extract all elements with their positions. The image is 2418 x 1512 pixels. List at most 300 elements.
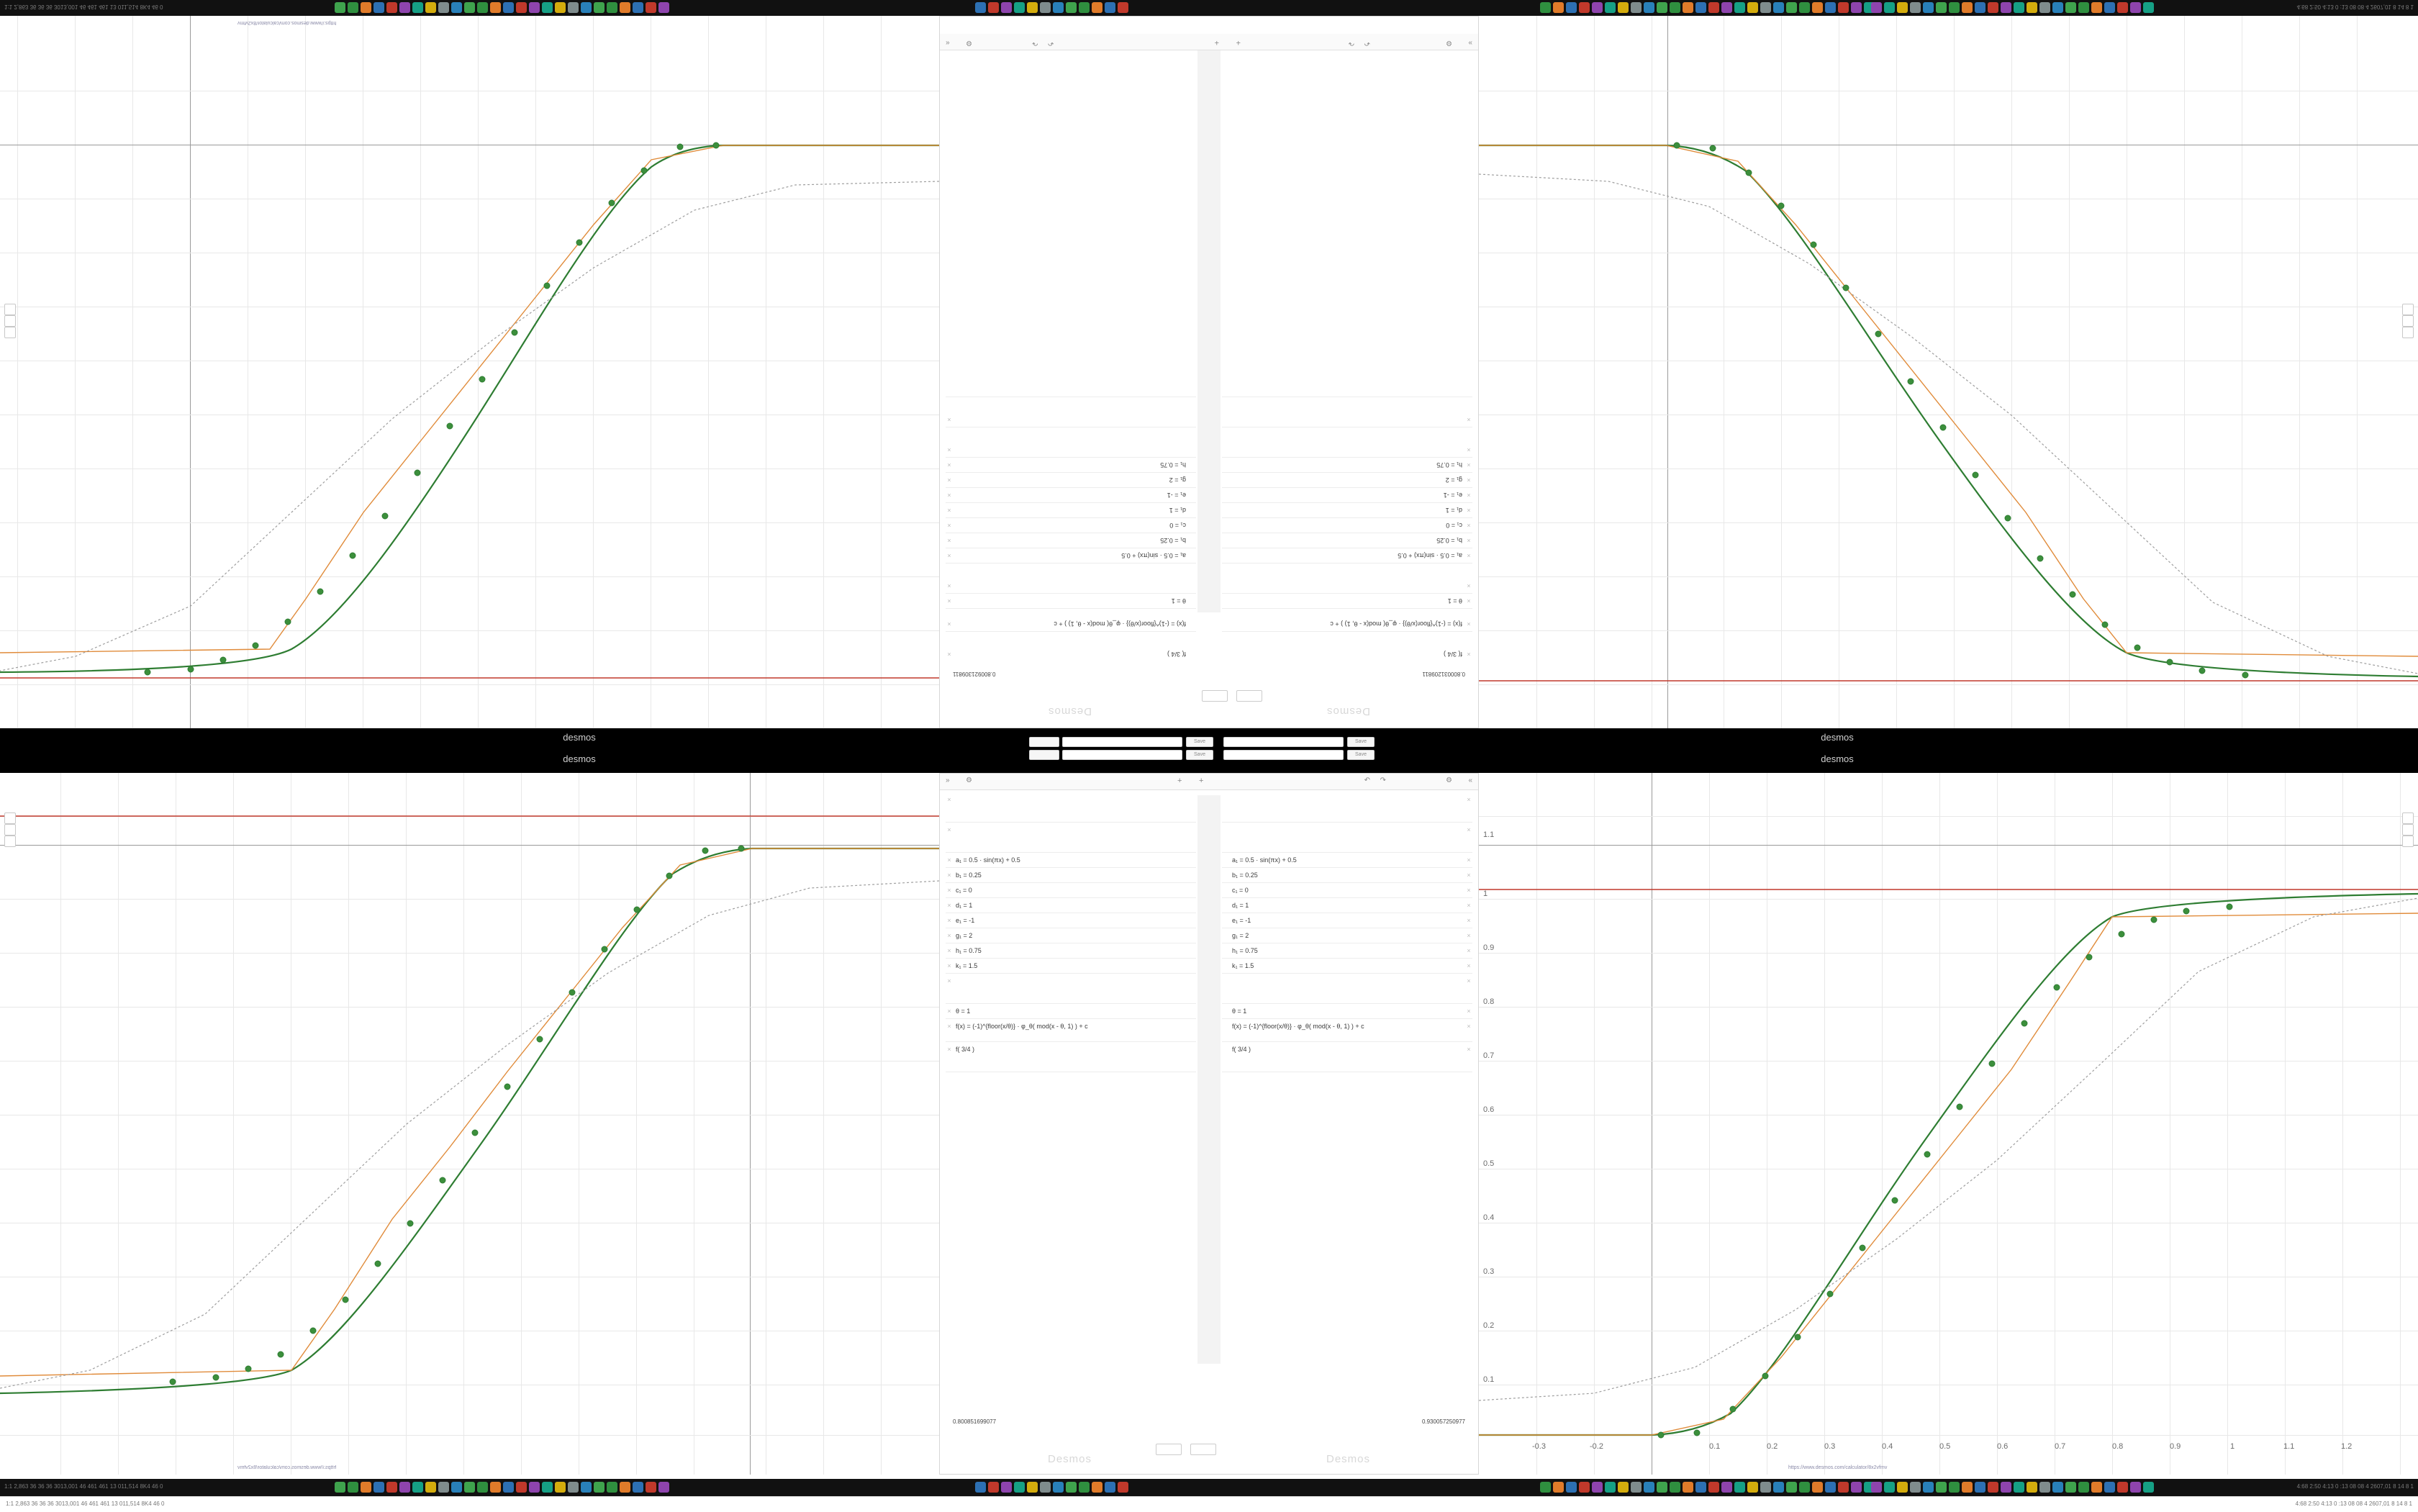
- list-item[interactable]: [946, 563, 1196, 593]
- home-button[interactable]: [2402, 327, 2414, 338]
- list-item[interactable]: × θ = 1: [1222, 593, 1472, 608]
- list-item[interactable]: × g₁ = 2: [1222, 928, 1472, 943]
- delete-icon[interactable]: ×: [1467, 962, 1471, 969]
- app-icon[interactable]: [1118, 1482, 1128, 1493]
- app-icon[interactable]: [555, 1482, 566, 1493]
- app-icon[interactable]: [1118, 2, 1128, 13]
- delete-icon[interactable]: ×: [1467, 651, 1471, 658]
- app-icon[interactable]: [1066, 2, 1077, 13]
- gear-icon-2[interactable]: ⚙: [1446, 777, 1452, 784]
- app-icon[interactable]: [1884, 2, 1895, 13]
- delete-icon[interactable]: ×: [947, 917, 951, 924]
- app-icon[interactable]: [1949, 2, 1960, 13]
- app-icon[interactable]: [2143, 2, 2154, 13]
- zoom-out-button[interactable]: [4, 824, 16, 836]
- list-item[interactable]: × b₁ = 0.25: [946, 533, 1196, 548]
- app-icon[interactable]: [1799, 2, 1810, 13]
- graph-name-field-right[interactable]: [1223, 737, 1344, 747]
- add-expression-button[interactable]: +: [1177, 777, 1182, 785]
- app-icon[interactable]: [1936, 2, 1947, 13]
- app-icon[interactable]: [1962, 1482, 1973, 1493]
- delete-icon[interactable]: ×: [947, 932, 951, 939]
- app-icon[interactable]: [1695, 1482, 1706, 1493]
- list-item[interactable]: × e₁ = -1: [1222, 487, 1472, 502]
- delete-icon[interactable]: ×: [947, 796, 951, 803]
- delete-icon[interactable]: ×: [947, 1008, 951, 1015]
- list-item[interactable]: × f(x) = (-1)^{floor(x/θ)} · φ_θ( mod(x - θ, 1) ) + c: [1222, 608, 1472, 631]
- app-icon[interactable]: [412, 2, 423, 13]
- app-icon[interactable]: [1605, 1482, 1616, 1493]
- graph-canvas-top-right[interactable]: [1479, 16, 2418, 728]
- delete-icon[interactable]: ×: [1467, 856, 1471, 864]
- keyboard-button-right-top[interactable]: [1202, 690, 1228, 702]
- app-icon[interactable]: [464, 1482, 475, 1493]
- zoom-in-button[interactable]: [4, 812, 16, 824]
- app-icon[interactable]: [646, 1482, 656, 1493]
- app-icon[interactable]: [1786, 1482, 1797, 1493]
- app-icon[interactable]: [1618, 1482, 1629, 1493]
- taskbar-app-icons[interactable]: [975, 2, 1128, 13]
- delete-icon[interactable]: ×: [1467, 416, 1471, 423]
- delete-icon[interactable]: ×: [947, 947, 951, 954]
- app-icon[interactable]: [516, 1482, 527, 1493]
- app-icon[interactable]: [2091, 2, 2102, 13]
- app-icon[interactable]: [1760, 1482, 1771, 1493]
- app-icon[interactable]: [607, 2, 617, 13]
- graph-name-field-left-2[interactable]: [1062, 750, 1182, 760]
- panel-toolbar-bottom[interactable]: [940, 774, 1478, 790]
- app-icon[interactable]: [1579, 2, 1590, 13]
- app-icon[interactable]: [1605, 2, 1616, 13]
- app-icon[interactable]: [1975, 2, 1985, 13]
- list-item[interactable]: × e₁ = -1: [946, 913, 1196, 928]
- app-icon[interactable]: [1092, 2, 1102, 13]
- delete-icon[interactable]: ×: [947, 651, 951, 658]
- list-item[interactable]: × c₁ = 0: [946, 883, 1196, 898]
- delete-icon[interactable]: ×: [1467, 597, 1471, 605]
- save-button-left[interactable]: Save: [1186, 737, 1213, 747]
- collapse-icon[interactable]: »: [946, 777, 950, 784]
- delete-icon[interactable]: ×: [947, 476, 951, 484]
- app-icon[interactable]: [2052, 1482, 2063, 1493]
- app-icon[interactable]: [425, 1482, 436, 1493]
- delete-icon[interactable]: ×: [947, 507, 951, 514]
- app-icon[interactable]: [1721, 1482, 1732, 1493]
- pane-top-left[interactable]: [0, 16, 939, 728]
- list-item[interactable]: [946, 792, 1196, 823]
- app-icon[interactable]: [1838, 2, 1849, 13]
- delete-icon[interactable]: ×: [1467, 492, 1471, 499]
- app-icon[interactable]: [503, 1482, 514, 1493]
- app-icon[interactable]: [2039, 1482, 2050, 1493]
- list-item[interactable]: × d₁ = 1: [1222, 898, 1472, 913]
- app-icon[interactable]: [1695, 2, 1706, 13]
- undo-icon[interactable]: ↶: [1364, 39, 1370, 47]
- delete-icon[interactable]: ×: [1467, 1023, 1471, 1030]
- keyboard-button-right-bottom[interactable]: [1190, 1444, 1216, 1455]
- delete-icon[interactable]: ×: [1467, 461, 1471, 468]
- delete-icon[interactable]: ×: [1467, 796, 1471, 803]
- taskbar-app-icons[interactable]: [1540, 1482, 1875, 1493]
- app-icon[interactable]: [2130, 1482, 2141, 1493]
- app-icon[interactable]: [555, 2, 566, 13]
- app-icon[interactable]: [2117, 2, 2128, 13]
- app-icon[interactable]: [1079, 1482, 1090, 1493]
- delete-icon[interactable]: ×: [1467, 446, 1471, 453]
- app-icon[interactable]: [2052, 2, 2063, 13]
- save-dropdown-left[interactable]: [1029, 737, 1059, 747]
- taskbar-app-icons[interactable]: [1540, 2, 1875, 13]
- taskbar-app-icons[interactable]: [335, 1482, 669, 1493]
- app-icon[interactable]: [568, 2, 579, 13]
- panel-scrollbar-top[interactable]: [1197, 44, 1221, 612]
- collapse-icon-2[interactable]: «: [1468, 777, 1472, 784]
- app-icon[interactable]: [1825, 2, 1836, 13]
- taskbar-app-icons[interactable]: [1871, 2, 2154, 13]
- delete-icon[interactable]: ×: [1467, 947, 1471, 954]
- delete-icon[interactable]: ×: [947, 582, 951, 589]
- app-icon[interactable]: [1066, 1482, 1077, 1493]
- list-item[interactable]: × f( 3/4 ): [946, 1042, 1196, 1072]
- app-icon[interactable]: [2117, 1482, 2128, 1493]
- list-item[interactable]: × h₁ = 0.75: [1222, 457, 1472, 472]
- graph-canvas-bottom-left[interactable]: [0, 773, 939, 1475]
- app-icon[interactable]: [2027, 2, 2037, 13]
- list-item[interactable]: × e₁ = -1: [946, 487, 1196, 502]
- home-button[interactable]: [4, 836, 16, 847]
- app-icon[interactable]: [2143, 1482, 2154, 1493]
- app-icon[interactable]: [2078, 1482, 2089, 1493]
- delete-icon[interactable]: ×: [947, 826, 951, 833]
- app-icon[interactable]: [1851, 1482, 1862, 1493]
- app-icon[interactable]: [490, 2, 501, 13]
- gear-icon-2[interactable]: ⚙: [966, 39, 972, 47]
- delete-icon[interactable]: ×: [947, 416, 951, 423]
- add-expression-button-2[interactable]: +: [1214, 38, 1219, 47]
- app-icon[interactable]: [646, 2, 656, 13]
- app-icon[interactable]: [1825, 1482, 1836, 1493]
- app-icon[interactable]: [1975, 1482, 1985, 1493]
- app-icon[interactable]: [438, 2, 449, 13]
- app-icon[interactable]: [2014, 1482, 2024, 1493]
- app-icon[interactable]: [1027, 2, 1038, 13]
- delete-icon[interactable]: ×: [947, 902, 951, 909]
- expression-list-left-top[interactable]: [1222, 397, 1472, 661]
- taskbar-app-icons[interactable]: [975, 1482, 1128, 1493]
- app-icon[interactable]: [503, 2, 514, 13]
- app-icon[interactable]: [633, 1482, 643, 1493]
- app-icon[interactable]: [1105, 1482, 1115, 1493]
- app-icon[interactable]: [1683, 1482, 1693, 1493]
- delete-icon[interactable]: ×: [1467, 977, 1471, 984]
- app-icon[interactable]: [568, 1482, 579, 1493]
- save-button-left-2[interactable]: Save: [1186, 750, 1213, 760]
- list-item[interactable]: × g₁ = 2: [1222, 472, 1472, 487]
- app-icon[interactable]: [1592, 2, 1603, 13]
- gear-icon[interactable]: ⚙: [966, 777, 972, 784]
- list-item[interactable]: × d₁ = 1: [946, 898, 1196, 913]
- pane-bottom-left[interactable]: [0, 773, 939, 1475]
- list-item[interactable]: × h₁ = 0.75: [946, 457, 1196, 472]
- app-icon[interactable]: [2001, 2, 2011, 13]
- app-icon[interactable]: [1644, 2, 1654, 13]
- redo-icon-2[interactable]: ↷: [1032, 39, 1038, 47]
- app-icon[interactable]: [1708, 1482, 1719, 1493]
- list-item[interactable]: [946, 397, 1196, 427]
- keyboard-button-left-bottom[interactable]: [1156, 1444, 1182, 1455]
- list-item[interactable]: [1222, 427, 1472, 457]
- home-button[interactable]: [2402, 836, 2414, 847]
- delete-icon[interactable]: ×: [947, 461, 951, 468]
- undo-icon[interactable]: ↶: [1364, 777, 1370, 784]
- app-icon[interactable]: [1923, 2, 1934, 13]
- delete-icon[interactable]: ×: [947, 1023, 951, 1030]
- save-controls-band[interactable]: [1022, 734, 1396, 769]
- app-icon[interactable]: [620, 2, 630, 13]
- app-icon[interactable]: [451, 1482, 462, 1493]
- app-icon[interactable]: [1812, 1482, 1823, 1493]
- list-item[interactable]: × f(x) = (-1)^{floor(x/θ)} · φ_θ( mod(x - θ, 1) ) + c: [946, 1019, 1196, 1042]
- gear-icon[interactable]: ⚙: [1446, 39, 1452, 47]
- list-item[interactable]: × d₁ = 1: [1222, 502, 1472, 517]
- app-icon[interactable]: [2091, 1482, 2102, 1493]
- app-icon[interactable]: [1773, 1482, 1784, 1493]
- app-icon[interactable]: [399, 1482, 410, 1493]
- save-button-right[interactable]: Save: [1347, 737, 1375, 747]
- graph-canvas-top-left[interactable]: [0, 16, 939, 728]
- app-icon[interactable]: [1884, 1482, 1895, 1493]
- delete-icon[interactable]: ×: [947, 597, 951, 605]
- app-icon[interactable]: [988, 2, 999, 13]
- zoom-out-button[interactable]: [4, 315, 16, 327]
- app-icon[interactable]: [1553, 2, 1564, 13]
- app-icon[interactable]: [2078, 2, 2089, 13]
- app-icon[interactable]: [2014, 2, 2024, 13]
- delete-icon[interactable]: ×: [1467, 932, 1471, 939]
- app-icon[interactable]: [1773, 2, 1784, 13]
- app-icon[interactable]: [1708, 2, 1719, 13]
- app-icon[interactable]: [1001, 1482, 1012, 1493]
- app-icon[interactable]: [1851, 2, 1862, 13]
- list-item[interactable]: × c₁ = 0: [1222, 517, 1472, 533]
- app-icon[interactable]: [1910, 1482, 1921, 1493]
- app-icon[interactable]: [1053, 2, 1064, 13]
- app-icon[interactable]: [1040, 2, 1051, 13]
- app-icon[interactable]: [620, 1482, 630, 1493]
- collapse-icon-2[interactable]: «: [946, 39, 950, 47]
- taskbar-top[interactable]: [0, 0, 2418, 16]
- list-item[interactable]: [1222, 792, 1472, 823]
- panel-scrollbar-bottom[interactable]: [1197, 795, 1221, 1364]
- app-icon[interactable]: [1014, 2, 1025, 13]
- app-icon[interactable]: [451, 2, 462, 13]
- taskbar-app-icons[interactable]: [335, 2, 669, 13]
- list-item[interactable]: × d₁ = 1: [946, 502, 1196, 517]
- delete-icon[interactable]: ×: [1467, 1046, 1471, 1053]
- list-item[interactable]: [946, 974, 1196, 1004]
- redo-icon[interactable]: ↷: [1348, 39, 1354, 47]
- list-item[interactable]: × h₁ = 0.75: [946, 943, 1196, 959]
- list-item[interactable]: × f(x) = (-1)^{floor(x/θ)} · φ_θ( mod(x - θ, 1) ) + c: [1222, 1019, 1472, 1042]
- list-item[interactable]: × a₁ = 0.5 · sin(πx) + 0.5: [946, 853, 1196, 868]
- list-item[interactable]: × a₁ = 0.5 · sin(πx) + 0.5: [1222, 853, 1472, 868]
- pane-bottom-right[interactable]: [1479, 773, 2418, 1475]
- app-icon[interactable]: [348, 1482, 358, 1493]
- app-icon[interactable]: [1923, 1482, 1934, 1493]
- delete-icon[interactable]: ×: [1467, 537, 1471, 544]
- list-item[interactable]: × a₁ = 0.5 · sin(πx) + 0.5: [1222, 548, 1472, 563]
- list-item[interactable]: × c₁ = 0: [946, 517, 1196, 533]
- app-icon[interactable]: [516, 2, 527, 13]
- app-icon[interactable]: [373, 2, 384, 13]
- graph-name-field-right-2[interactable]: [1223, 750, 1344, 760]
- list-item[interactable]: × g₁ = 2: [946, 928, 1196, 943]
- expression-panel-bottom[interactable]: [939, 773, 1479, 1475]
- list-item[interactable]: [1222, 823, 1472, 853]
- zoom-out-button[interactable]: [2402, 315, 2414, 327]
- app-icon[interactable]: [542, 1482, 553, 1493]
- app-icon[interactable]: [1092, 1482, 1102, 1493]
- app-icon[interactable]: [1670, 1482, 1680, 1493]
- list-item[interactable]: [1222, 397, 1472, 427]
- app-icon[interactable]: [1540, 2, 1551, 13]
- list-item[interactable]: × f(x) = (-1)^{floor(x/θ)} · φ_θ( mod(x - θ, 1) ) + c: [946, 608, 1196, 631]
- graph-url-bottom-right[interactable]: https://www.desmos.com/calculator/8x2vfmv: [1788, 1465, 1888, 1470]
- expression-list-left-bottom[interactable]: [946, 792, 1196, 1072]
- app-icon[interactable]: [1105, 2, 1115, 13]
- delete-icon[interactable]: ×: [1467, 917, 1471, 924]
- save-button-right-2[interactable]: Save: [1347, 750, 1375, 760]
- list-item[interactable]: × f( 3/4 ): [946, 631, 1196, 661]
- graph-name-field-left[interactable]: [1062, 737, 1182, 747]
- delete-icon[interactable]: ×: [1467, 902, 1471, 909]
- delete-icon[interactable]: ×: [947, 620, 951, 628]
- delete-icon[interactable]: ×: [947, 1046, 951, 1053]
- taskbar-app-icons[interactable]: [1871, 1482, 2154, 1493]
- graph-url-top-left[interactable]: https://www.desmos.com/calculator/8x2vfmv: [237, 20, 337, 25]
- app-icon[interactable]: [361, 1482, 371, 1493]
- app-icon[interactable]: [975, 1482, 986, 1493]
- graph-canvas-bottom-right[interactable]: 1.1 1 0.9 0.8 0.7 0.6 0.5 0.4 0.3 0.2 0.1 -0.3 -0.2 0.1 0.2 0.3 0.4 0.5 0.6 0.7 0.8 0.9 1 1.1 1.2: [1479, 773, 2418, 1475]
- delete-icon[interactable]: ×: [947, 492, 951, 499]
- list-item[interactable]: [1222, 974, 1472, 1004]
- app-icon[interactable]: [594, 2, 604, 13]
- delete-icon[interactable]: ×: [1467, 887, 1471, 894]
- app-icon[interactable]: [1871, 1482, 1882, 1493]
- delete-icon[interactable]: ×: [947, 856, 951, 864]
- list-item[interactable]: × f( 3/4 ): [1222, 631, 1472, 661]
- expression-list-right-bottom[interactable]: [1222, 792, 1472, 1072]
- app-icon[interactable]: [1566, 1482, 1577, 1493]
- expression-panel-top[interactable]: [939, 16, 1479, 728]
- app-icon[interactable]: [1747, 1482, 1758, 1493]
- app-icon[interactable]: [477, 1482, 488, 1493]
- app-icon[interactable]: [529, 2, 540, 13]
- app-icon[interactable]: [581, 1482, 592, 1493]
- app-icon[interactable]: [1631, 1482, 1642, 1493]
- app-icon[interactable]: [1799, 1482, 1810, 1493]
- app-icon[interactable]: [2039, 2, 2050, 13]
- taskbar-bottom[interactable]: [0, 1479, 2418, 1496]
- app-icon[interactable]: [607, 1482, 617, 1493]
- app-icon[interactable]: [2001, 1482, 2011, 1493]
- app-icon[interactable]: [1897, 2, 1908, 13]
- delete-icon[interactable]: ×: [1467, 552, 1471, 559]
- delete-icon[interactable]: ×: [1467, 476, 1471, 484]
- list-item[interactable]: × g₁ = 2: [946, 472, 1196, 487]
- app-icon[interactable]: [529, 1482, 540, 1493]
- app-icon[interactable]: [386, 1482, 397, 1493]
- app-icon[interactable]: [1734, 2, 1745, 13]
- delete-icon[interactable]: ×: [1467, 620, 1471, 628]
- panel-toolbar-top[interactable]: [940, 34, 1478, 50]
- delete-icon[interactable]: ×: [947, 962, 951, 969]
- list-item[interactable]: × f( 3/4 ): [1222, 1042, 1472, 1072]
- app-icon[interactable]: [335, 2, 345, 13]
- delete-icon[interactable]: ×: [947, 446, 951, 453]
- app-icon[interactable]: [1838, 1482, 1849, 1493]
- pane-top-right[interactable]: [1479, 16, 2418, 728]
- app-icon[interactable]: [1721, 2, 1732, 13]
- delete-icon[interactable]: ×: [1467, 522, 1471, 529]
- app-icon[interactable]: [1644, 1482, 1654, 1493]
- delete-icon[interactable]: ×: [1467, 507, 1471, 514]
- keyboard-button-left-top[interactable]: [1236, 690, 1262, 702]
- app-icon[interactable]: [542, 2, 553, 13]
- app-icon[interactable]: [988, 1482, 999, 1493]
- list-item[interactable]: × a₁ = 0.5 · sin(πx) + 0.5: [946, 548, 1196, 563]
- list-item[interactable]: × b₁ = 0.25: [1222, 533, 1472, 548]
- add-expression-button[interactable]: +: [1236, 38, 1241, 47]
- app-icon[interactable]: [1592, 1482, 1603, 1493]
- app-icon[interactable]: [581, 2, 592, 13]
- app-icon[interactable]: [1657, 2, 1667, 13]
- app-icon[interactable]: [1631, 2, 1642, 13]
- app-icon[interactable]: [1014, 1482, 1025, 1493]
- app-icon[interactable]: [658, 1482, 669, 1493]
- app-icon[interactable]: [1670, 2, 1680, 13]
- app-icon[interactable]: [1553, 1482, 1564, 1493]
- app-icon[interactable]: [594, 1482, 604, 1493]
- expression-list-right-top[interactable]: [946, 397, 1196, 661]
- zoom-in-button[interactable]: [2402, 304, 2414, 315]
- app-icon[interactable]: [1027, 1482, 1038, 1493]
- app-icon[interactable]: [490, 1482, 501, 1493]
- app-icon[interactable]: [1949, 1482, 1960, 1493]
- add-expression-button-2[interactable]: +: [1199, 777, 1204, 785]
- app-icon[interactable]: [2130, 2, 2141, 13]
- app-icon[interactable]: [2027, 1482, 2037, 1493]
- collapse-icon[interactable]: »: [1468, 39, 1472, 47]
- list-item[interactable]: [946, 823, 1196, 853]
- delete-icon[interactable]: ×: [1467, 1008, 1471, 1015]
- app-icon[interactable]: [1897, 1482, 1908, 1493]
- list-item[interactable]: × h₁ = 0.75: [1222, 943, 1472, 959]
- app-icon[interactable]: [2065, 2, 2076, 13]
- app-icon[interactable]: [464, 2, 475, 13]
- app-icon[interactable]: [399, 2, 410, 13]
- app-icon[interactable]: [1988, 2, 1998, 13]
- list-item[interactable]: × θ = 1: [1222, 1004, 1472, 1019]
- list-item[interactable]: [1222, 563, 1472, 593]
- app-icon[interactable]: [1988, 1482, 1998, 1493]
- app-icon[interactable]: [1040, 1482, 1051, 1493]
- app-icon[interactable]: [1871, 2, 1882, 13]
- app-icon[interactable]: [2104, 1482, 2115, 1493]
- delete-icon[interactable]: ×: [947, 872, 951, 879]
- app-icon[interactable]: [633, 2, 643, 13]
- app-icon[interactable]: [1910, 2, 1921, 13]
